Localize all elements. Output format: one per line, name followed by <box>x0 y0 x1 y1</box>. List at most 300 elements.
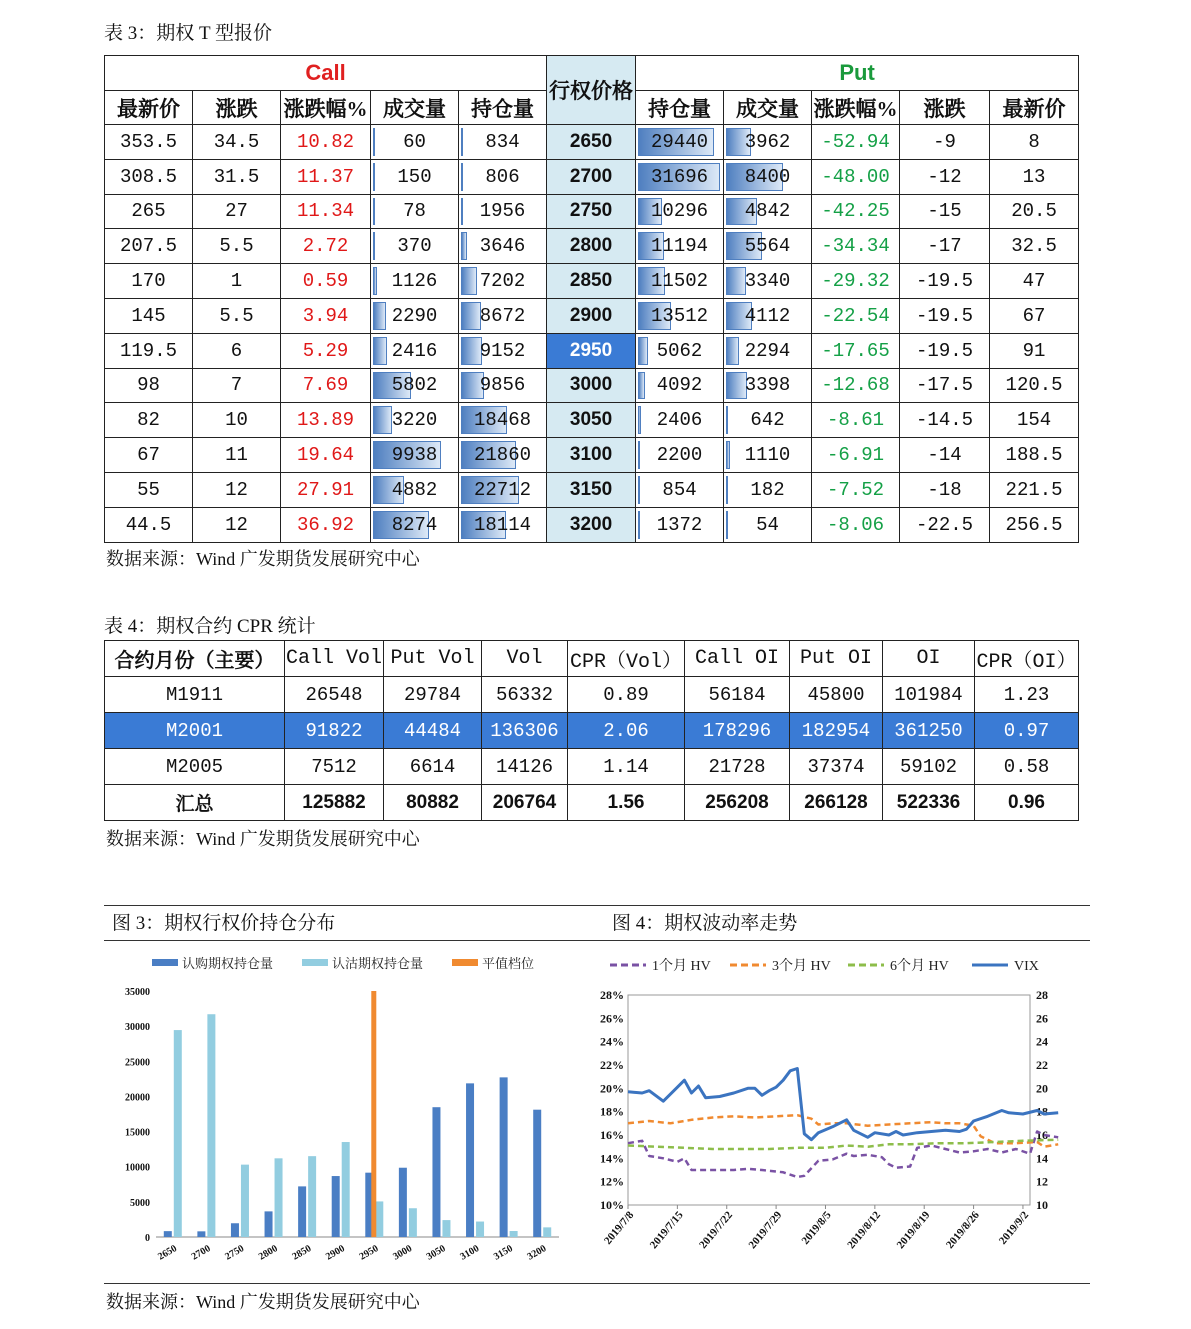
put-open-interest-text: 31696 <box>651 165 709 188</box>
right-y-tick-label: 22 <box>1036 1058 1048 1072</box>
call-last-price-text: 353.5 <box>119 130 177 153</box>
y-tick-label: 5000 <box>130 1197 150 1209</box>
cpr-value: 1.56 <box>568 785 685 821</box>
put-last-price <box>990 125 1079 160</box>
call-volume-text: 4882 <box>391 478 438 501</box>
put-open-interest-text: 13512 <box>651 304 709 327</box>
put-oi-bar <box>342 1142 350 1237</box>
put-last-price <box>990 229 1079 264</box>
data-bar <box>638 406 641 434</box>
cpr-value: 7512 <box>285 749 384 785</box>
call-volume <box>371 368 459 403</box>
y-tick-label: 10000 <box>125 1162 150 1174</box>
put-volume <box>724 368 812 403</box>
right-y-tick-label: 12 <box>1036 1174 1048 1189</box>
call-oi-bar <box>533 1110 541 1237</box>
cpr-value: 37374 <box>790 749 883 785</box>
call-volume-text: 78 <box>403 200 426 223</box>
quote-row <box>105 403 1079 438</box>
call-oi-bar <box>332 1176 340 1237</box>
data-bar <box>461 128 463 156</box>
call-change <box>193 125 281 160</box>
call-change-pct <box>281 507 371 542</box>
cpr-header-row <box>105 641 1079 677</box>
x-tick-label: 2650 <box>156 1243 179 1263</box>
table3-caption: 表 3：期权 T 型报价 <box>104 23 273 44</box>
put-change <box>900 438 990 473</box>
col-header: 持仓量 <box>636 91 724 125</box>
call-volume-text: 370 <box>397 235 432 258</box>
col-header: 最新价 <box>105 91 193 125</box>
put-change <box>900 368 990 403</box>
left-y-tick-label: 22% <box>600 1058 624 1072</box>
call-oi-bar <box>466 1083 474 1237</box>
cpr-value: 14126 <box>482 749 568 785</box>
data-bar <box>638 476 640 504</box>
strike-price-text: 3000 <box>569 374 613 396</box>
call-open-interest <box>459 264 547 299</box>
put-last-price <box>990 194 1079 229</box>
put-open-interest-text: 11502 <box>651 270 709 293</box>
cpr-value: 182954 <box>790 713 883 749</box>
left-y-tick-label: 18% <box>600 1104 624 1119</box>
legend-label: 6个月 HV <box>890 959 949 974</box>
put-change-pct <box>812 472 900 507</box>
strike-price <box>547 264 636 299</box>
y-tick-label: 0 <box>145 1233 150 1244</box>
left-y-tick-label: 10% <box>600 1198 624 1212</box>
put-change-pct-text: -6.91 <box>827 444 885 467</box>
x-tick-label: 3200 <box>525 1243 549 1263</box>
call-volume <box>371 507 459 542</box>
col-header: 涨跌幅% <box>281 91 371 125</box>
contract-month: M2005 <box>105 749 285 785</box>
call-last-price <box>105 264 193 299</box>
put-last-price-text: 67 <box>1022 304 1046 327</box>
x-tick-label: 2019/8/19 <box>894 1209 933 1252</box>
put-change-pct <box>812 159 900 194</box>
put-open-interest <box>636 472 724 507</box>
put-change <box>900 264 990 299</box>
x-tick-label: 2900 <box>324 1243 347 1263</box>
strike-price <box>547 298 636 333</box>
x-tick-label: 2019/8/12 <box>845 1209 884 1252</box>
strike-price <box>547 125 636 160</box>
put-open-interest-text: 4092 <box>656 374 703 397</box>
cpr-value: 0.97 <box>975 713 1079 749</box>
strike-price <box>547 368 636 403</box>
call-last-price <box>105 125 193 160</box>
put-change-pct <box>812 333 900 368</box>
strike-price-text: 2950 <box>569 339 613 361</box>
plot-frame <box>628 995 1030 1205</box>
put-header: Put <box>636 56 1079 91</box>
data-bar <box>461 198 463 226</box>
y-tick-label: 20000 <box>125 1092 150 1104</box>
call-change-pct-text: 36.92 <box>296 513 354 536</box>
put-oi-bar <box>476 1222 484 1237</box>
call-open-interest <box>459 507 547 542</box>
call-change-pct-text: 27.91 <box>296 478 354 501</box>
call-open-interest-text: 3646 <box>479 235 526 258</box>
put-change-pct <box>812 438 900 473</box>
legend-label: 3个月 HV <box>772 959 831 974</box>
call-change-pct <box>281 229 371 264</box>
col-header: Call OI <box>685 641 790 677</box>
put-last-price-text: 120.5 <box>1005 374 1063 397</box>
strike-price-text: 3200 <box>569 513 613 535</box>
call-change-pct <box>281 472 371 507</box>
strike-price <box>547 403 636 438</box>
put-last-price-text: 32.5 <box>1011 235 1057 258</box>
cpr-value: 0.89 <box>568 677 685 713</box>
quote-row <box>105 159 1079 194</box>
put-last-price <box>990 472 1079 507</box>
data-bar <box>461 163 463 191</box>
data-bar <box>726 372 747 400</box>
call-volume <box>371 438 459 473</box>
call-open-interest-text: 22712 <box>474 478 532 501</box>
col-header: 成交量 <box>371 91 459 125</box>
put-last-price <box>990 507 1079 542</box>
put-open-interest <box>636 264 724 299</box>
call-last-price <box>105 368 193 403</box>
strike-header: 行权价格 <box>547 56 636 125</box>
contract-month: M1911 <box>105 677 285 713</box>
put-last-price <box>990 403 1079 438</box>
call-change-pct <box>281 438 371 473</box>
call-change-pct-text: 3.94 <box>302 304 349 327</box>
legend-swatch <box>302 959 328 966</box>
call-change-pct-text: 13.89 <box>296 409 354 432</box>
call-change <box>193 159 281 194</box>
cpr-value: 44484 <box>384 713 482 749</box>
strike-price <box>547 438 636 473</box>
call-change-pct-text: 10.82 <box>296 130 354 153</box>
table4-source: 数据来源：Wind 广发期货发展研究中心 <box>106 829 420 849</box>
put-volume <box>724 125 812 160</box>
right-y-tick-label: 14 <box>1036 1151 1048 1166</box>
col-header: OI <box>883 641 975 677</box>
atm-marker-bar <box>371 991 376 1237</box>
call-change-pct-text: 7.69 <box>302 374 349 397</box>
put-change <box>900 472 990 507</box>
x-tick-label: 2800 <box>256 1243 280 1263</box>
data-bar <box>373 406 392 434</box>
put-volume-text: 8400 <box>744 165 791 188</box>
call-change <box>193 507 281 542</box>
put-volume <box>724 438 812 473</box>
put-volume-text: 3398 <box>744 374 791 397</box>
cpr-value: 56184 <box>685 677 790 713</box>
data-bar <box>373 232 375 260</box>
strike-price-text: 2900 <box>569 304 613 326</box>
call-header: Call <box>105 56 547 91</box>
cpr-value: 6614 <box>384 749 482 785</box>
call-last-price-text: 55 <box>137 478 160 501</box>
call-change-text: 31.5 <box>213 165 260 188</box>
data-bar <box>638 337 648 365</box>
call-volume-text: 5802 <box>391 374 438 397</box>
put-change-pct-text: -8.06 <box>827 513 885 536</box>
x-tick-label: 2019/7/8 <box>601 1209 637 1247</box>
put-open-interest-text: 1372 <box>656 513 703 536</box>
cpr-stats-table <box>104 640 1079 821</box>
quote-row <box>105 507 1079 542</box>
put-volume-text: 2294 <box>744 339 791 362</box>
figure4-caption: 图 4：期权波动率走势 <box>612 913 798 934</box>
put-change <box>900 194 990 229</box>
x-tick-label: 3150 <box>491 1243 515 1263</box>
strike-price-text: 2650 <box>569 130 613 152</box>
put-volume <box>724 264 812 299</box>
put-volume <box>724 229 812 264</box>
call-volume <box>371 333 459 368</box>
call-open-interest-text: 834 <box>485 130 520 153</box>
col-header: 合约月份（主要） <box>105 641 285 677</box>
call-open-interest-text: 1956 <box>479 200 526 223</box>
put-last-price <box>990 438 1079 473</box>
call-last-price-text: 82 <box>137 409 160 432</box>
x-tick-label: 2950 <box>357 1243 381 1263</box>
col-header: 涨跌 <box>193 91 281 125</box>
data-bar <box>638 441 640 469</box>
cpr-row <box>105 677 1079 713</box>
quote-row <box>105 333 1079 368</box>
strike-price-text: 2800 <box>569 235 613 257</box>
put-change <box>900 333 990 368</box>
call-change <box>193 229 281 264</box>
cpr-value: 0.96 <box>975 785 1079 821</box>
put-change-text: -15 <box>927 200 962 223</box>
put-oi-bar <box>308 1156 316 1237</box>
col-header: 持仓量 <box>459 91 547 125</box>
call-change-pct-text: 11.34 <box>296 200 354 223</box>
quote-row <box>105 438 1079 473</box>
put-open-interest-text: 2200 <box>656 444 703 467</box>
call-volume <box>371 264 459 299</box>
call-change-pct-text: 19.64 <box>296 444 354 467</box>
put-open-interest <box>636 229 724 264</box>
strike-price <box>547 333 636 368</box>
strike-price-text: 2750 <box>569 200 613 222</box>
put-volume <box>724 333 812 368</box>
cpr-value: 101984 <box>883 677 975 713</box>
put-oi-bar <box>174 1030 182 1237</box>
put-volume-text: 182 <box>750 478 785 501</box>
data-bar <box>726 441 730 469</box>
data-bar <box>373 302 386 330</box>
legend-label: 认沽期权持仓量 <box>332 956 424 971</box>
call-volume-text: 1126 <box>391 270 438 293</box>
right-y-tick-label: 26 <box>1036 1011 1048 1026</box>
put-last-price-text: 256.5 <box>1005 513 1063 536</box>
put-last-price-text: 20.5 <box>1011 200 1057 223</box>
call-change-text: 6 <box>230 339 243 362</box>
strike-price <box>547 507 636 542</box>
put-change-text: -17 <box>927 235 962 258</box>
call-last-price-text: 98 <box>137 374 160 397</box>
put-change-pct <box>812 298 900 333</box>
put-change <box>900 229 990 264</box>
x-tick-label: 2019/9/2 <box>996 1209 1032 1247</box>
contract-month: M2001 <box>105 713 285 749</box>
call-open-interest-text: 9152 <box>479 339 526 362</box>
figure-bottom-rule <box>104 1283 1090 1284</box>
put-oi-bar <box>275 1158 283 1237</box>
call-last-price-text: 44.5 <box>125 513 172 536</box>
cpr-value: 206764 <box>482 785 568 821</box>
col-header: 涨跌 <box>900 91 990 125</box>
put-open-interest <box>636 507 724 542</box>
call-volume-text: 8274 <box>391 513 438 536</box>
call-last-price-text: 119.5 <box>119 339 177 362</box>
right-y-tick-label: 28 <box>1036 988 1048 1002</box>
call-oi-bar <box>265 1211 273 1237</box>
contract-month: 汇总 <box>105 785 285 821</box>
quote-row <box>105 264 1079 299</box>
put-open-interest-text: 2406 <box>656 409 703 432</box>
strike-price-text: 2850 <box>569 270 613 292</box>
call-oi-bar <box>399 1168 407 1237</box>
series-line-1个月-HV <box>628 1132 1058 1178</box>
call-open-interest <box>459 159 547 194</box>
call-open-interest-text: 21860 <box>474 444 532 467</box>
strike-price-text: 3100 <box>569 444 613 466</box>
cpr-value: 266128 <box>790 785 883 821</box>
put-last-price-text: 91 <box>1022 339 1046 362</box>
call-last-price <box>105 507 193 542</box>
cpr-value: 45800 <box>790 677 883 713</box>
call-open-interest-text: 18114 <box>474 513 532 536</box>
put-change-pct <box>812 507 900 542</box>
call-volume <box>371 194 459 229</box>
call-last-price-text: 308.5 <box>119 165 177 188</box>
call-open-interest-text: 18468 <box>474 409 532 432</box>
option-t-quote-table <box>104 55 1079 543</box>
call-volume <box>371 403 459 438</box>
col-header: CPR（OI） <box>975 641 1079 677</box>
x-tick-label: 2019/7/22 <box>697 1209 736 1252</box>
put-change-pct <box>812 368 900 403</box>
put-volume-text: 1110 <box>744 444 791 467</box>
call-last-price <box>105 298 193 333</box>
data-bar <box>726 267 746 295</box>
call-volume-text: 150 <box>397 165 432 188</box>
cpr-value: 361250 <box>883 713 975 749</box>
call-last-price-text: 145 <box>131 304 166 327</box>
call-oi-bar <box>164 1231 172 1237</box>
col-header: 涨跌幅% <box>812 91 900 125</box>
put-change <box>900 159 990 194</box>
cpr-row <box>105 785 1079 821</box>
call-volume-text: 60 <box>403 130 426 153</box>
put-change-text: -19.5 <box>916 270 974 293</box>
put-oi-bar <box>207 1014 215 1237</box>
call-change-pct <box>281 264 371 299</box>
call-last-price <box>105 229 193 264</box>
data-bar <box>726 511 728 539</box>
left-y-tick-label: 14% <box>600 1151 624 1166</box>
cpr-value: 91822 <box>285 713 384 749</box>
put-volume-text: 642 <box>750 409 785 432</box>
right-y-tick-label: 16 <box>1036 1128 1048 1142</box>
series-line-VIX <box>628 1069 1058 1140</box>
legend-label: 平值档位 <box>482 956 535 971</box>
left-y-tick-label: 26% <box>600 1011 624 1026</box>
cpr-value: 178296 <box>685 713 790 749</box>
left-y-tick-label: 28% <box>600 988 624 1002</box>
put-change-text: -14.5 <box>916 409 974 432</box>
col-header: Call Vol <box>285 641 384 677</box>
call-open-interest <box>459 194 547 229</box>
put-last-price <box>990 298 1079 333</box>
put-change-pct-text: -29.32 <box>821 270 890 293</box>
x-tick-label: 2019/8/26 <box>944 1209 982 1252</box>
call-change <box>193 403 281 438</box>
put-oi-bar <box>543 1227 551 1237</box>
right-y-tick-label: 20 <box>1036 1081 1048 1096</box>
col-header: Vol <box>482 641 568 677</box>
put-change-pct-text: -34.34 <box>821 235 890 258</box>
put-last-price-text: 188.5 <box>1005 444 1063 467</box>
data-bar <box>638 511 640 539</box>
put-volume-text: 3962 <box>744 130 791 153</box>
put-last-price-text: 47 <box>1022 270 1046 293</box>
left-y-tick-label: 20% <box>600 1081 624 1096</box>
put-volume <box>724 298 812 333</box>
put-open-interest-text: 11194 <box>651 235 709 258</box>
cpr-value: 0.58 <box>975 749 1079 785</box>
y-tick-label: 25000 <box>125 1057 150 1069</box>
call-change <box>193 333 281 368</box>
call-open-interest <box>459 229 547 264</box>
call-change-pct <box>281 159 371 194</box>
call-open-interest <box>459 472 547 507</box>
cpr-value: 136306 <box>482 713 568 749</box>
call-change-text: 7 <box>230 374 243 397</box>
put-change-text: -22.5 <box>916 513 974 536</box>
put-change-pct-text: -22.54 <box>821 304 890 327</box>
put-open-interest-text: 5062 <box>656 339 703 362</box>
volatility-line-chart <box>590 948 1090 1278</box>
strike-price <box>547 472 636 507</box>
call-volume-text: 9938 <box>391 444 438 467</box>
put-change <box>900 507 990 542</box>
put-open-interest <box>636 125 724 160</box>
put-change-pct <box>812 264 900 299</box>
call-change-text: 12 <box>225 478 248 501</box>
call-open-interest <box>459 125 547 160</box>
put-change-pct-text: -17.65 <box>821 339 890 362</box>
call-oi-bar <box>298 1186 306 1237</box>
data-bar <box>461 232 467 260</box>
put-last-price-text: 8 <box>1028 130 1040 153</box>
put-change-pct <box>812 125 900 160</box>
call-open-interest-text: 7202 <box>479 270 526 293</box>
table4-caption: 表 4：期权合约 CPR 统计 <box>104 616 316 637</box>
left-y-tick-label: 16% <box>600 1128 624 1142</box>
put-change-pct-text: -8.61 <box>827 409 885 432</box>
strike-price <box>547 229 636 264</box>
put-oi-bar <box>442 1220 450 1237</box>
put-volume <box>724 159 812 194</box>
call-volume <box>371 159 459 194</box>
call-change-text: 5.5 <box>219 304 254 327</box>
quote-row <box>105 125 1079 160</box>
data-bar <box>373 163 375 191</box>
call-last-price-text: 207.5 <box>119 235 177 258</box>
